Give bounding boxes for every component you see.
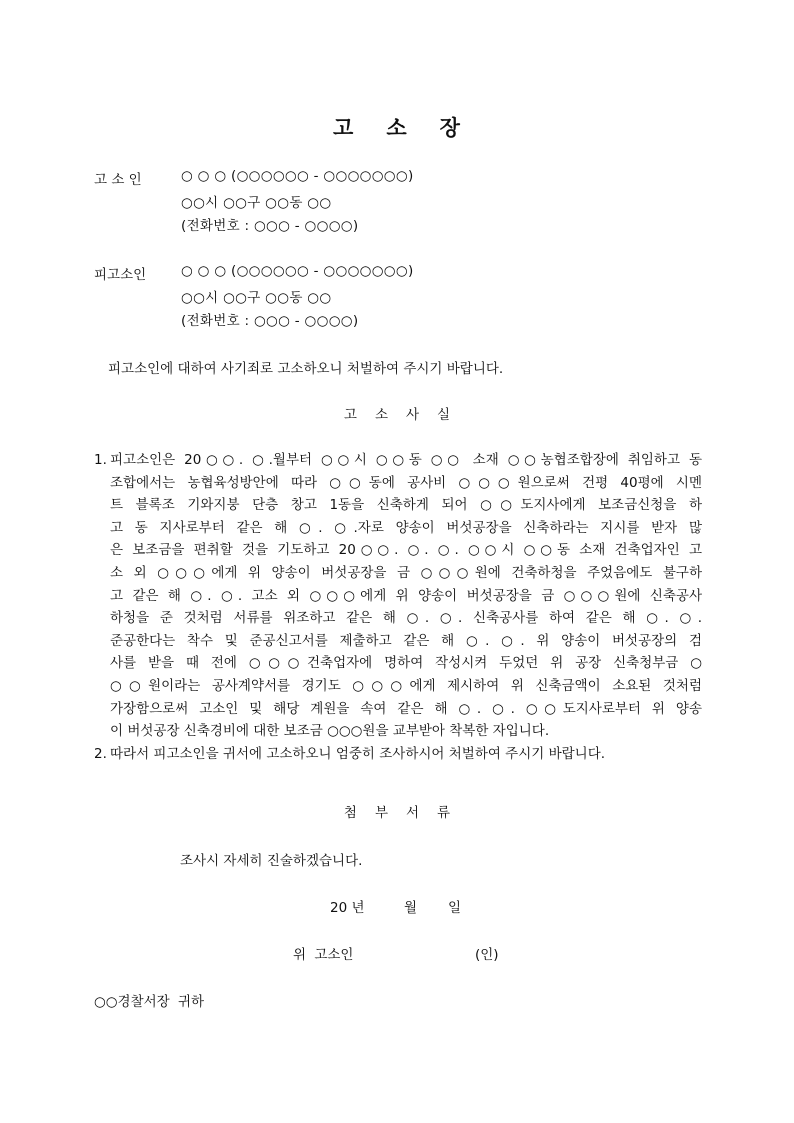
fact-line: 고 같은 해 ○. ○. 고소 외 ○○○에게 위 양송이 버섯공장을 금 ○○○원에 신축공사: [110, 587, 702, 604]
complainant-phone: (전화번호 : ○○○ - ○○○○): [181, 218, 359, 234]
accused-name: ○ ○ ○ (○○○○○○ - ○○○○○○○): [181, 263, 414, 279]
title-char: 장: [439, 116, 461, 140]
attachments-heading-char: 부: [374, 805, 388, 821]
signature-label: 위 고소인: [293, 947, 354, 963]
attachments-text: 조사시 자세히 진술하겠습니다.: [180, 853, 363, 869]
facts-heading-char: 사: [406, 407, 420, 423]
fact-line: 트 블록조 기와지붕 단층 창고 1동을 신축하게 되어 ○○도지사에게 보조금신청을 하: [110, 497, 702, 514]
title-char: 소: [386, 116, 408, 140]
fact-line: 하청을 준 것처럼 서류를 위조하고 같은 해 ○. ○. 신축공사를 하여 같은 해 ○. ○.: [110, 610, 702, 627]
fact-line: 가장함으로써 고소인 및 해당 계원을 속여 같은 해 ○. ○. ○○도지사로부터 위 양송: [110, 700, 702, 717]
fact-line: 피고소인은 20○○. ○.월부터 ○○시 ○○동 ○○ 소재 ○○농협조합장에 취임하고 동: [110, 452, 702, 468]
attachments-heading: [0, 801, 794, 821]
fact-number: 1.: [94, 452, 107, 468]
attachments-heading-char: 류: [437, 805, 451, 821]
title-char: 고: [333, 116, 355, 140]
fact-line: 은 보조금을 편취할 것을 기도하고 20○○. ○. ○. ○○시 ○○동 소재 건축업자인 고: [110, 542, 702, 559]
facts-heading-char: 소: [374, 407, 388, 423]
addressee: ○○경찰서장 귀하: [94, 994, 205, 1010]
date-month: 월: [404, 900, 418, 916]
complainant-address: ○○시 ○○구 ○○동 ○○: [181, 195, 332, 211]
complainant-name: ○ ○ ○ (○○○○○○ - ○○○○○○○): [181, 168, 414, 184]
fact-text: [110, 449, 702, 743]
fact-number: 2.: [94, 745, 107, 762]
fact-text: [110, 743, 702, 766]
signature-seal: (인): [475, 947, 499, 963]
accused-label: 피고소인: [94, 267, 147, 283]
accused-phone: (전화번호 : ○○○ - ○○○○): [181, 313, 359, 329]
fact-line: 준공한다는 착수 및 준공신고서를 제출하고 같은 해 ○. ○. 위 양송이 버섯공장의 검: [110, 632, 702, 649]
complainant-label: 고 소 인: [94, 172, 142, 188]
fact-line: ○○원이라는 공사계약서를 경기도 ○○○에게 제시하여 위 신축금액이 소요된 것처럼: [110, 677, 702, 694]
accused-address: ○○시 ○○구 ○○동 ○○: [181, 290, 332, 306]
facts-heading-char: 실: [437, 407, 451, 423]
fact-item-2: [94, 743, 702, 766]
date-year: 20 년: [330, 900, 365, 916]
facts-list: [94, 449, 702, 765]
facts-heading: [0, 403, 794, 423]
fact-line: 따라서 피고소인을 귀서에 고소하오니 엄중히 조사하시어 처벌하여 주시기 바랍니다.: [110, 745, 606, 762]
fact-line: 고 동 지사로부터 같은 해 ○. ○.자로 양송이 버섯공장을 신축하라는 지시를 받자 많: [110, 519, 702, 536]
complaint-statement: 피고소인에 대하여 사기죄로 고소하오니 처벌하여 주시기 바랍니다.: [108, 361, 504, 377]
attachments-heading-char: 서: [406, 805, 420, 821]
fact-item-1: [94, 449, 702, 743]
fact-line: 조합에서는 농협육성방안에 따라 ○○동에 공사비 ○○○원으로써 건평 40평에 시멘: [110, 474, 702, 491]
fact-line: 이 버섯공장 신축경비에 대한 보조금 ○○○원을 교부받아 착복한 자입니다.: [110, 723, 550, 740]
date-day: 일: [448, 900, 462, 916]
fact-line: 사를 받을 때 전에 ○○○건축업자에 명하여 작성시켜 두었던 위 공장 신축청부금 ○: [110, 655, 702, 672]
attachments-heading-char: 첨: [343, 805, 357, 821]
fact-line: 소 외 ○○○에게 위 양송이 버섯공장을 금 ○○○원에 건축하청을 주었음에도 불구하: [110, 564, 702, 581]
facts-heading-char: 고: [343, 407, 357, 423]
document-title: [0, 112, 794, 142]
